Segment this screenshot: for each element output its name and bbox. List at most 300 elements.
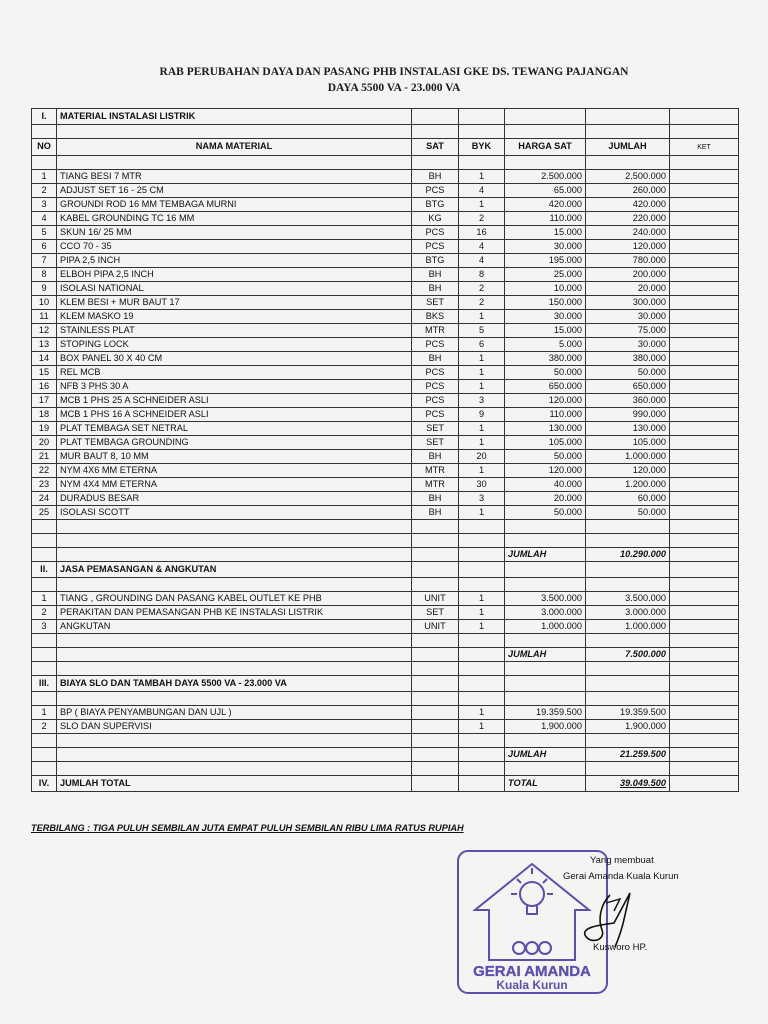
- table-cell: [459, 534, 505, 548]
- item-amount: 30.000: [586, 310, 670, 324]
- item-unit: PCS: [412, 240, 459, 254]
- table-cell: [505, 156, 586, 170]
- item-unit: MTR: [412, 324, 459, 338]
- item-unit: SET: [412, 296, 459, 310]
- item-qty: 5: [459, 324, 505, 338]
- col-sat: SAT: [412, 139, 459, 156]
- item-name: ADJUST SET 16 - 25 CM: [57, 184, 412, 198]
- item-amount: 300.000: [586, 296, 670, 310]
- table-cell: [505, 676, 586, 692]
- empty-row: [32, 634, 739, 648]
- item-row: [32, 296, 739, 310]
- section-number: III.: [32, 676, 57, 692]
- item-row: [32, 408, 739, 422]
- table-cell: [459, 125, 505, 139]
- item-no: 1: [32, 706, 57, 720]
- item-price: 50.000: [505, 506, 586, 520]
- item-amount: 1.200.000: [586, 478, 670, 492]
- item-unit: BH: [412, 268, 459, 282]
- item-qty: 1: [459, 592, 505, 606]
- table-cell: [670, 662, 739, 676]
- table-cell: [412, 648, 459, 662]
- table-cell: [505, 734, 586, 748]
- item-row: [32, 436, 739, 450]
- item-price: 1.000.000: [505, 620, 586, 634]
- table-cell: [32, 762, 57, 776]
- table-cell: [586, 534, 670, 548]
- table-cell: [412, 762, 459, 776]
- item-amount: 2.500.000: [586, 170, 670, 184]
- item-note: [670, 492, 739, 506]
- item-note: [670, 592, 739, 606]
- item-no: 24: [32, 492, 57, 506]
- item-price: 195.000: [505, 254, 586, 268]
- item-no: 13: [32, 338, 57, 352]
- item-note: [670, 408, 739, 422]
- empty-row: [32, 520, 739, 534]
- item-name: STAINLESS PLAT: [57, 324, 412, 338]
- table-cell: [412, 578, 459, 592]
- subtotal-value: 21.259.500: [586, 748, 670, 762]
- empty-row: [32, 534, 739, 548]
- item-name: SKUN 16/ 25 MM: [57, 226, 412, 240]
- item-amount: 260.000: [586, 184, 670, 198]
- table-cell: [586, 125, 670, 139]
- item-no: 16: [32, 380, 57, 394]
- table-cell: [412, 634, 459, 648]
- item-qty: 1: [459, 720, 505, 734]
- item-row: [32, 226, 739, 240]
- title-line-2: DAYA 5500 VA - 23.000 VA: [327, 82, 461, 94]
- item-amount: 200.000: [586, 268, 670, 282]
- table-cell: [459, 578, 505, 592]
- item-price: 1.900.000: [505, 720, 586, 734]
- item-qty: 30: [459, 478, 505, 492]
- table-cell: [459, 662, 505, 676]
- grand-total-value: [586, 776, 670, 792]
- table-cell: [670, 634, 739, 648]
- item-row: [32, 254, 739, 268]
- item-amount: 420.000: [586, 198, 670, 212]
- section-header-row: [32, 109, 739, 125]
- item-note: [670, 226, 739, 240]
- item-amount: 650.000: [586, 380, 670, 394]
- table-cell: [57, 156, 412, 170]
- item-note: [670, 352, 739, 366]
- item-row: [32, 720, 739, 734]
- table-cell: [670, 692, 739, 706]
- item-name: PLAT TEMBAGA SET NETRAL: [57, 422, 412, 436]
- item-qty: 16: [459, 226, 505, 240]
- item-amount: 990.000: [586, 408, 670, 422]
- table-cell: [670, 125, 739, 139]
- item-qty: 8: [459, 268, 505, 282]
- table-cell: [586, 520, 670, 534]
- item-price: 110.000: [505, 408, 586, 422]
- item-unit: PCS: [412, 226, 459, 240]
- table-cell: [412, 562, 459, 578]
- item-amount: 30.000: [586, 338, 670, 352]
- table-cell: [57, 734, 412, 748]
- item-note: [670, 450, 739, 464]
- table-cell: [32, 748, 57, 762]
- table-cell: [505, 520, 586, 534]
- item-qty: 1: [459, 706, 505, 720]
- item-amount: 19.359.500: [586, 706, 670, 720]
- subtotal-value: 7.500.000: [586, 648, 670, 662]
- item-note: [670, 606, 739, 620]
- item-qty: 1: [459, 620, 505, 634]
- item-name: NYM 4X6 MM ETERNA: [57, 464, 412, 478]
- table-cell: [32, 634, 57, 648]
- item-qty: 1: [459, 436, 505, 450]
- table-cell: [32, 125, 57, 139]
- item-price: 50.000: [505, 450, 586, 464]
- item-no: 17: [32, 394, 57, 408]
- table-cell: [57, 634, 412, 648]
- item-note: [670, 184, 739, 198]
- item-row: [32, 282, 739, 296]
- table-cell: [32, 692, 57, 706]
- item-unit: [412, 706, 459, 720]
- item-row: [32, 338, 739, 352]
- table-cell: [32, 648, 57, 662]
- table-cell: [412, 548, 459, 562]
- table-cell: [459, 734, 505, 748]
- item-name: DURADUS BESAR: [57, 492, 412, 506]
- item-row: [32, 170, 739, 184]
- item-price: 15.000: [505, 324, 586, 338]
- item-name: NYM 4X4 MM ETERNA: [57, 478, 412, 492]
- item-qty: 4: [459, 254, 505, 268]
- table-cell: [670, 734, 739, 748]
- item-qty: 2: [459, 212, 505, 226]
- item-qty: 2: [459, 282, 505, 296]
- item-qty: 1: [459, 506, 505, 520]
- item-price: 3.000.000: [505, 606, 586, 620]
- item-name: MCB 1 PHS 16 A SCHNEIDER ASLI: [57, 408, 412, 422]
- grand-total-row: [32, 776, 739, 792]
- subtotal-label: JUMLAH: [505, 548, 586, 562]
- item-note: [670, 478, 739, 492]
- item-qty: 1: [459, 606, 505, 620]
- item-name: KLEM BESI + MUR BAUT 17: [57, 296, 412, 310]
- table-cell: [459, 548, 505, 562]
- item-qty: 6: [459, 338, 505, 352]
- table-cell: [586, 562, 670, 578]
- item-unit: PCS: [412, 366, 459, 380]
- item-no: 11: [32, 310, 57, 324]
- table-cell: [670, 156, 739, 170]
- section-number: I.: [32, 109, 57, 125]
- item-unit: KG: [412, 212, 459, 226]
- item-note: [670, 436, 739, 450]
- table-cell: [459, 776, 505, 792]
- item-qty: 3: [459, 394, 505, 408]
- item-qty: 1: [459, 422, 505, 436]
- item-amount: 50.000: [586, 366, 670, 380]
- item-note: [670, 268, 739, 282]
- item-amount: 50.000: [586, 506, 670, 520]
- item-no: 19: [32, 422, 57, 436]
- item-amount: 1.000.000: [586, 620, 670, 634]
- item-unit: PCS: [412, 408, 459, 422]
- item-unit: UNIT: [412, 592, 459, 606]
- item-name: TIANG , GROUNDING DAN PASANG KABEL OUTLET KE PHB: [57, 592, 412, 606]
- item-amount: 360.000: [586, 394, 670, 408]
- table-cell: [670, 648, 739, 662]
- table-cell: [459, 634, 505, 648]
- item-unit: [412, 720, 459, 734]
- item-price: 3.500.000: [505, 592, 586, 606]
- empty-row: [32, 662, 739, 676]
- item-no: 8: [32, 268, 57, 282]
- item-name: SLO DAN SUPERVISI: [57, 720, 412, 734]
- item-unit: MTR: [412, 464, 459, 478]
- item-unit: PCS: [412, 380, 459, 394]
- item-name: KABEL GROUNDING TC 16 MM: [57, 212, 412, 226]
- table-cell: [459, 562, 505, 578]
- table-cell: [57, 520, 412, 534]
- item-price: 2.500.000: [505, 170, 586, 184]
- subtotal-row: [32, 548, 739, 562]
- item-note: [670, 380, 739, 394]
- item-no: 10: [32, 296, 57, 310]
- subtotal-row: [32, 748, 739, 762]
- item-unit: BTG: [412, 198, 459, 212]
- item-qty: 1: [459, 352, 505, 366]
- item-note: [670, 464, 739, 478]
- item-row: [32, 184, 739, 198]
- table-cell: [412, 156, 459, 170]
- item-row: [32, 620, 739, 634]
- item-no: 18: [32, 408, 57, 422]
- table-cell: [32, 662, 57, 676]
- section-title: MATERIAL INSTALASI LISTRIK: [57, 109, 412, 125]
- item-price: 40.000: [505, 478, 586, 492]
- item-amount: 3.000.000: [586, 606, 670, 620]
- table-cell: [57, 125, 412, 139]
- item-qty: 20: [459, 450, 505, 464]
- item-note: [670, 366, 739, 380]
- item-row: [32, 352, 739, 366]
- item-row: [32, 240, 739, 254]
- empty-row: [32, 762, 739, 776]
- item-name: CCO 70 - 35: [57, 240, 412, 254]
- col-ket: KET: [670, 139, 739, 156]
- item-amount: 1.900.000: [586, 720, 670, 734]
- item-row: [32, 450, 739, 464]
- grand-total-title: JUMLAH TOTAL: [57, 776, 412, 792]
- item-no: 5: [32, 226, 57, 240]
- table-cell: [586, 578, 670, 592]
- item-note: [670, 422, 739, 436]
- item-price: 130.000: [505, 422, 586, 436]
- item-no: 14: [32, 352, 57, 366]
- item-price: 420.000: [505, 198, 586, 212]
- item-amount: 120.000: [586, 464, 670, 478]
- item-qty: 9: [459, 408, 505, 422]
- item-amount: 130.000: [586, 422, 670, 436]
- empty-row: [32, 578, 739, 592]
- item-price: 650.000: [505, 380, 586, 394]
- stamp-line-1: GERAI AMANDA: [473, 963, 591, 980]
- item-unit: PCS: [412, 394, 459, 408]
- subtotal-value: 10.290.000: [586, 548, 670, 562]
- item-no: 3: [32, 620, 57, 634]
- item-price: 30.000: [505, 310, 586, 324]
- item-no: 25: [32, 506, 57, 520]
- item-name: ELBOH PIPA 2,5 INCH: [57, 268, 412, 282]
- table-cell: [32, 734, 57, 748]
- item-row: [32, 268, 739, 282]
- item-no: 12: [32, 324, 57, 338]
- item-unit: BH: [412, 282, 459, 296]
- item-note: [670, 620, 739, 634]
- item-price: 150.000: [505, 296, 586, 310]
- rab-table: [31, 108, 739, 792]
- section-title: BIAYA SLO DAN TAMBAH DAYA 5500 VA - 23.000 VA: [57, 676, 412, 692]
- table-cell: [32, 548, 57, 562]
- item-unit: BH: [412, 506, 459, 520]
- item-name: MUR BAUT 8, 10 MM: [57, 450, 412, 464]
- item-qty: 1: [459, 198, 505, 212]
- table-cell: [412, 776, 459, 792]
- item-note: [670, 706, 739, 720]
- item-amount: 105.000: [586, 436, 670, 450]
- subtotal-row: [32, 648, 739, 662]
- item-note: [670, 240, 739, 254]
- signature-line-2: Gerai Amanda Kuala Kurun: [563, 871, 679, 882]
- item-no: 23: [32, 478, 57, 492]
- table-cell: [505, 578, 586, 592]
- grand-total-amount: 39.049.500: [620, 777, 666, 788]
- signature-name: Kusworo HP.: [593, 942, 648, 953]
- item-unit: BH: [412, 170, 459, 184]
- item-name: BOX PANEL 30 X 40 CM: [57, 352, 412, 366]
- table-cell: [459, 676, 505, 692]
- item-note: [670, 720, 739, 734]
- table-cell: [57, 748, 412, 762]
- table-cell: [32, 520, 57, 534]
- item-name: GROUNDI ROD 16 MM TEMBAGA MURNI: [57, 198, 412, 212]
- table-cell: [32, 156, 57, 170]
- item-no: 4: [32, 212, 57, 226]
- section-header-row: [32, 562, 739, 578]
- table-cell: [505, 692, 586, 706]
- table-cell: [505, 534, 586, 548]
- table-cell: [459, 692, 505, 706]
- table-cell: [412, 734, 459, 748]
- item-name: PIPA 2,5 INCH: [57, 254, 412, 268]
- item-row: [32, 198, 739, 212]
- table-cell: [586, 634, 670, 648]
- item-unit: SET: [412, 606, 459, 620]
- item-note: [670, 394, 739, 408]
- item-qty: 4: [459, 184, 505, 198]
- item-no: 9: [32, 282, 57, 296]
- terbilang-text: TERBILANG : TIGA PULUH SEMBILAN JUTA EMPAT PULUH SEMBILAN RIBU LIMA RATUS RUPIAH: [31, 823, 464, 833]
- item-qty: 2: [459, 296, 505, 310]
- item-price: 120.000: [505, 464, 586, 478]
- item-no: 2: [32, 184, 57, 198]
- item-row: [32, 366, 739, 380]
- item-note: [670, 324, 739, 338]
- item-qty: 1: [459, 380, 505, 394]
- table-cell: [57, 662, 412, 676]
- table-cell: [32, 578, 57, 592]
- item-no: 6: [32, 240, 57, 254]
- table-cell: [505, 634, 586, 648]
- table-cell: [670, 762, 739, 776]
- subtotal-label: JUMLAH: [505, 648, 586, 662]
- item-row: [32, 606, 739, 620]
- item-name: ISOLASI SCOTT: [57, 506, 412, 520]
- item-price: 120.000: [505, 394, 586, 408]
- table-cell: [670, 109, 739, 125]
- table-cell: [57, 534, 412, 548]
- table-cell: [505, 125, 586, 139]
- item-unit: UNIT: [412, 620, 459, 634]
- item-amount: 60.000: [586, 492, 670, 506]
- item-row: [32, 478, 739, 492]
- item-no: 22: [32, 464, 57, 478]
- table-cell: [586, 692, 670, 706]
- table-cell: [670, 562, 739, 578]
- empty-row: [32, 125, 739, 139]
- empty-row: [32, 692, 739, 706]
- table-cell: [670, 776, 739, 792]
- item-name: ANGKUTAN: [57, 620, 412, 634]
- empty-row: [32, 734, 739, 748]
- table-cell: [412, 662, 459, 676]
- item-unit: BH: [412, 492, 459, 506]
- item-qty: 1: [459, 464, 505, 478]
- item-name: NFB 3 PHS 30 A: [57, 380, 412, 394]
- item-note: [670, 296, 739, 310]
- item-row: [32, 422, 739, 436]
- item-row: [32, 310, 739, 324]
- item-price: 25.000: [505, 268, 586, 282]
- item-name: KLEM MASKO 19: [57, 310, 412, 324]
- grand-total-label: TOTAL: [505, 776, 586, 792]
- item-price: 20.000: [505, 492, 586, 506]
- item-price: 110.000: [505, 212, 586, 226]
- section-title: JASA PEMASANGAN & ANGKUTAN: [57, 562, 412, 578]
- item-name: TIANG BESI 7 MTR: [57, 170, 412, 184]
- item-note: [670, 338, 739, 352]
- table-cell: [586, 762, 670, 776]
- item-price: 19.359.500: [505, 706, 586, 720]
- table-cell: [670, 548, 739, 562]
- item-no: 21: [32, 450, 57, 464]
- item-price: 105.000: [505, 436, 586, 450]
- section-header-row: [32, 676, 739, 692]
- document-title: [0, 64, 768, 96]
- table-cell: [670, 676, 739, 692]
- title-line-1: RAB PERUBAHAN DAYA DAN PASANG PHB INSTALASI GKE DS. TEWANG PAJANGAN: [159, 66, 629, 78]
- item-unit: SET: [412, 436, 459, 450]
- table-cell: [586, 109, 670, 125]
- item-note: [670, 170, 739, 184]
- item-row: [32, 394, 739, 408]
- item-row: [32, 324, 739, 338]
- empty-row: [32, 156, 739, 170]
- col-harga: HARGA SAT: [505, 139, 586, 156]
- item-amount: 1.000.000: [586, 450, 670, 464]
- item-no: 2: [32, 720, 57, 734]
- item-unit: BH: [412, 450, 459, 464]
